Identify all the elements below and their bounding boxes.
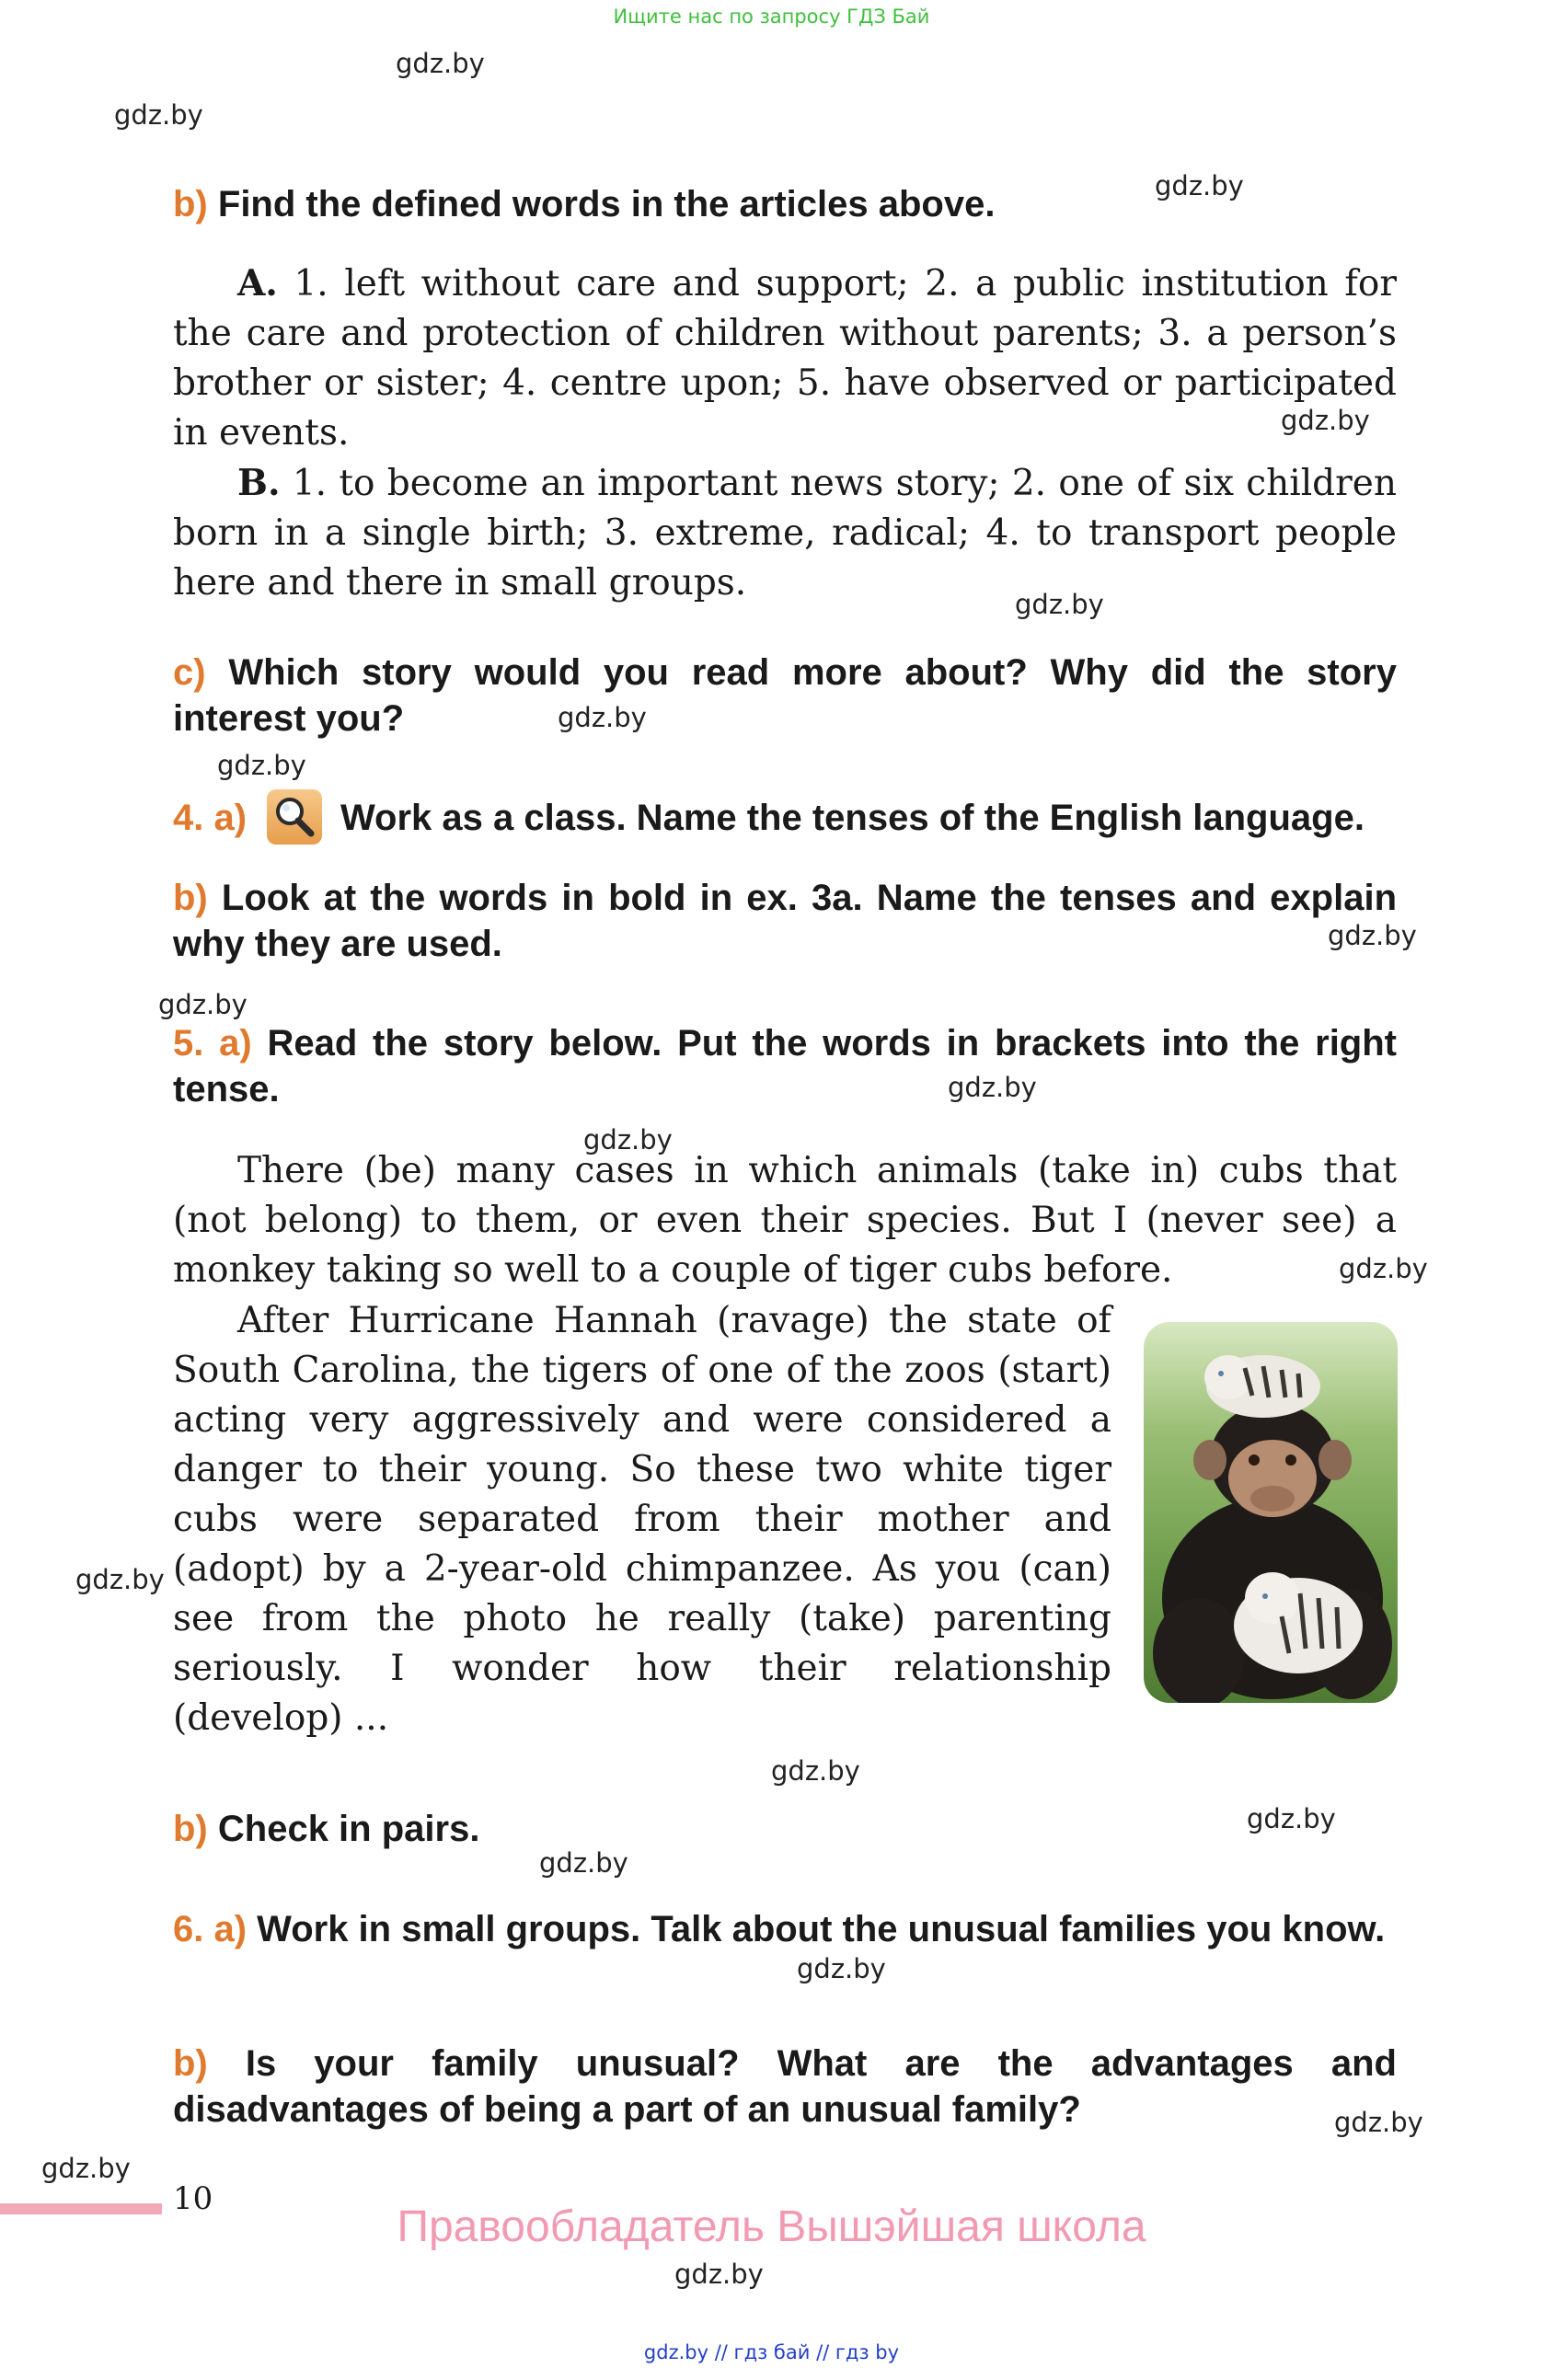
watermark: gdz.by	[75, 1564, 165, 1595]
watermark: gdz.by	[1155, 170, 1244, 201]
task-label: b)	[173, 1809, 208, 1849]
watermark: gdz.by	[771, 1755, 860, 1787]
task-label: 6. a)	[173, 1909, 248, 1949]
watermark: gdz.by	[948, 1072, 1037, 1103]
watermark: gdz.by	[674, 2259, 764, 2290]
task-4a-text: Work as a class. Name the tenses of the English language.	[340, 798, 1365, 838]
definitions-b	[173, 458, 1397, 608]
task-3c	[173, 650, 1397, 742]
watermark: gdz.by	[583, 1124, 673, 1156]
top-search-note: Ищите нас по запросу ГДЗ Бай	[613, 6, 930, 28]
definitions-a	[173, 259, 1397, 458]
definitions-b-label: B.	[237, 462, 281, 504]
watermark: gdz.by	[41, 2153, 131, 2184]
watermark: gdz.by	[1334, 2107, 1423, 2138]
task-text: Find the defined words in the articles above.	[207, 184, 996, 224]
task-text: Check in pairs.	[207, 1809, 480, 1849]
task-label: 5. a)	[173, 1023, 252, 1064]
task-6a	[173, 1906, 1397, 1952]
watermark: gdz.by	[396, 48, 485, 79]
task-6b	[173, 2041, 1397, 2133]
task-label: b)	[173, 878, 208, 918]
task-4b	[173, 875, 1397, 967]
task-text: Look at the words in bold in ex. 3a. Name the tenses and explain why they are used.	[173, 878, 1397, 964]
task-5b	[173, 1806, 1397, 1852]
watermark: gdz.by	[558, 702, 647, 733]
chimpanzee-tiger-cubs-photo	[1144, 1322, 1398, 1703]
definitions-a-label: A.	[237, 262, 278, 305]
story-paragraph-1: There (be) many cases in which animals (take in) cubs that (not belong) to them, or even their species. But I (never see) a monkey taking so well to a couple of tiger cubs before.	[173, 1150, 1397, 1291]
watermark: gdz.by	[1281, 405, 1370, 436]
watermark: gdz.by	[1015, 589, 1104, 620]
watermark: gdz.by	[217, 750, 306, 781]
task-5a	[173, 1020, 1397, 1112]
watermark: gdz.by	[114, 99, 203, 131]
watermark: gdz.by	[797, 1953, 886, 1984]
page-number: 10	[173, 2180, 213, 2217]
task-label: c)	[173, 652, 206, 693]
footer-links[interactable]: gdz.by // гдз бай // гдз by	[643, 2341, 900, 2363]
task-label: b)	[173, 184, 208, 224]
rights-holder: Правообладатель Вышэйшая школа	[397, 2202, 1146, 2251]
task-text: Is your family unusual? What are the advantages and disadvantages of being a part of an unusual family?	[173, 2043, 1397, 2130]
watermark: gdz.by	[158, 989, 248, 1020]
task-3b	[173, 181, 1397, 227]
definitions-block	[173, 259, 1397, 608]
story-paragraph-2: After Hurricane Hannah (ravage) the state of South Carolina, the tigers of one of the zoos (start) acting very aggressively and were considered a danger to their young. So these two white tiger cubs were separated from their mother and (adopt) by a 2-year-old chimpanzee. As you (can) see from the photo he really (take) parenting seriously. I wonder how their relationship (develop) ...	[173, 1300, 1111, 1739]
watermark: gdz.by	[539, 1847, 628, 1879]
magnifier-icon	[267, 789, 322, 845]
watermark: gdz.by	[1328, 920, 1417, 951]
task-label: b)	[173, 2043, 208, 2084]
task-text: Read the story below. Put the words in brackets into the right tense.	[173, 1023, 1397, 1110]
watermark: gdz.by	[1339, 1253, 1428, 1284]
definitions-a-text: 1. left without care and support; 2. a public institution for the care and protection of children without parents; 3. a person’s brother or sister; 4. centre upon; 5. have observed or participated in events.	[173, 263, 1397, 454]
task-text: Work in small groups. Talk about the unusual families you know.	[247, 1909, 1386, 1949]
task-text: Which story would you read more about? Why did the story interest you?	[173, 652, 1397, 739]
watermark: gdz.by	[1247, 1803, 1336, 1834]
definitions-b-text: 1. to become an important news story; 2. one of six children born in a single birth; 3. extreme, radical; 4. to transport people here and there in small groups.	[173, 463, 1397, 604]
task-label: 4. a)	[173, 798, 248, 838]
